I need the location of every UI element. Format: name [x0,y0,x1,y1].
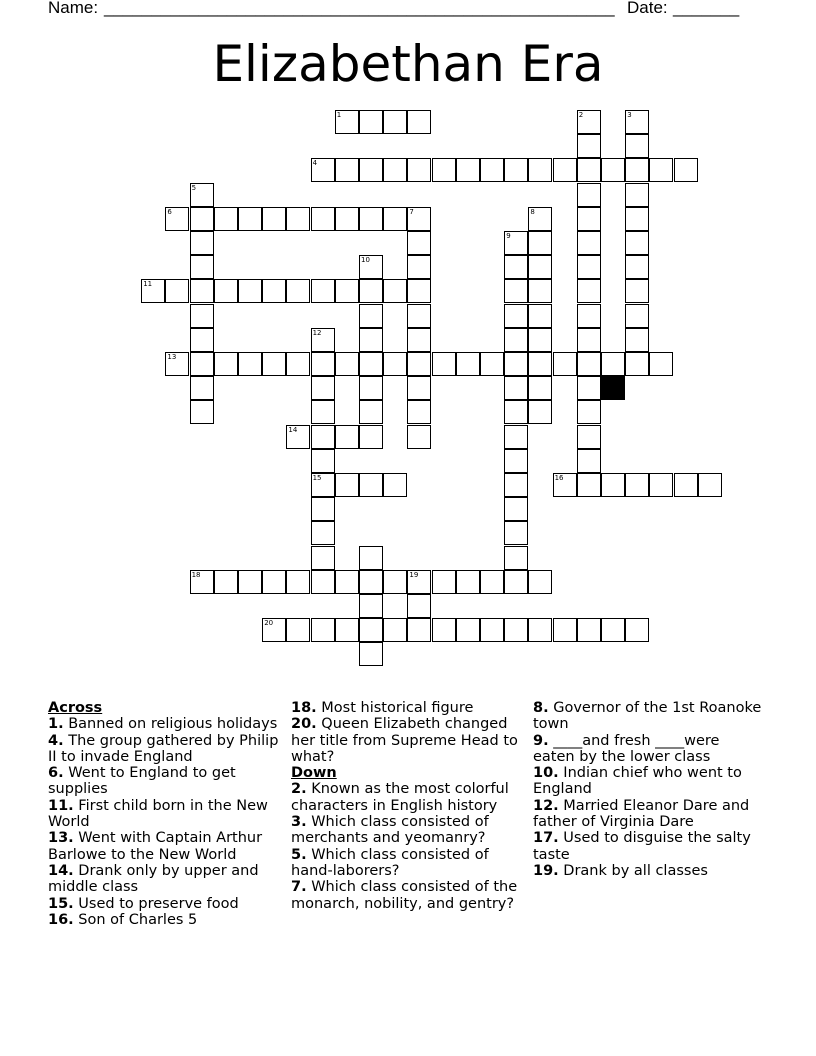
clue-number: 12 [312,328,322,337]
grid-cell[interactable] [407,255,431,279]
grid-cell[interactable] [359,255,383,279]
clue-item [533,700,765,733]
grid-cell[interactable] [359,158,383,182]
clue-item [533,733,765,766]
grid-cell[interactable] [456,570,480,594]
grid-cell[interactable] [504,376,528,400]
grid-cell[interactable] [359,207,383,231]
grid-cell[interactable] [335,279,359,303]
grid-cell[interactable] [649,352,673,376]
grid-cell[interactable] [190,231,214,255]
clue-item [533,863,765,879]
clue-number: 8 [530,207,535,216]
grid-cell[interactable] [504,521,528,545]
clue-item-text: Which class consisted of merchants and yeomanry? [291,814,489,847]
grid-cell[interactable] [238,207,262,231]
grid-cell[interactable] [625,352,649,376]
clue-number: 9 [506,232,511,240]
grid-cell[interactable] [359,352,383,376]
clue-item [533,798,765,831]
clue-item-number: 17. [533,830,559,847]
clue-item [48,830,280,863]
grid-cell[interactable] [335,425,359,449]
grid-cell[interactable] [262,207,286,231]
grid-cell[interactable] [190,352,214,376]
grid-cell[interactable] [504,255,528,279]
clues-column-3 [533,700,765,879]
clues-column-1 [48,700,280,928]
clue-item [291,700,523,716]
clue-number: 15 [312,474,322,482]
clue-item [48,896,280,912]
grid-cell[interactable] [383,618,407,642]
grid-cell[interactable] [359,110,383,134]
grid-cell[interactable] [528,304,552,328]
grid-cell[interactable] [407,376,431,400]
grid-cell[interactable] [577,304,601,328]
grid-cell[interactable] [480,352,504,376]
grid-cell[interactable] [335,158,359,182]
clue-number: 14 [288,425,298,434]
grid-cell[interactable] [165,352,189,376]
grid-cell[interactable] [528,618,552,642]
grid-cell[interactable] [432,352,456,376]
grid-cell[interactable] [190,328,214,352]
grid-cell[interactable] [577,328,601,352]
grid-cell[interactable] [311,546,335,570]
grid-cell[interactable] [407,158,431,182]
grid-cell[interactable] [214,570,238,594]
grid-cell[interactable] [141,279,165,303]
grid-cell[interactable] [262,352,286,376]
grid-cell[interactable] [190,279,214,303]
grid-cell[interactable] [407,400,431,424]
grid-cell[interactable] [190,304,214,328]
grid-cell[interactable] [165,207,189,231]
grid-cell[interactable] [504,449,528,473]
clue-number: 10 [361,256,370,265]
clue-item-text: Which class consisted of the monarch, nobility, and gentry? [291,879,518,912]
clue-number: 1 [336,111,342,119]
clue-item-number: 10. [533,765,559,782]
grid-cell[interactable] [649,473,673,497]
clue-number: 4 [312,159,318,168]
clue-item [48,863,280,896]
grid-cell[interactable] [528,231,552,255]
grid-cell[interactable] [407,207,431,231]
grid-cell[interactable] [674,158,698,182]
clue-item-number: 18. [291,700,317,716]
grid-cell[interactable] [407,304,431,328]
grid-cell[interactable] [407,570,431,594]
grid-cell[interactable] [432,570,456,594]
clue-item-text: Married Eleanor Dare and father of Virginia Dare [533,797,750,831]
clue-item-number: 13. [48,830,74,847]
grid-cell[interactable] [504,546,528,570]
grid-cell[interactable] [383,110,407,134]
clue-item [533,830,765,863]
grid-cell[interactable] [528,279,552,303]
grid-cell[interactable] [504,328,528,352]
grid-cell[interactable] [311,570,335,594]
grid-cell[interactable] [625,618,649,642]
clue-item-text: Drank only by upper and middle class [48,862,259,896]
grid-cell[interactable] [649,158,673,182]
grid-cell[interactable] [504,352,528,376]
clue-number: 6 [167,207,172,216]
clue-number: 2 [578,111,584,119]
grid-cell[interactable] [528,376,552,400]
grid-cell[interactable] [528,570,552,594]
grid-cell[interactable] [190,400,214,424]
grid-cell[interactable] [553,618,577,642]
grid-cell[interactable] [577,134,601,158]
clue-item-text: The group gathered by Philip II to invade England [48,732,279,765]
grid-cell[interactable] [286,207,310,231]
grid-cell[interactable] [577,425,601,449]
grid-cell[interactable] [553,158,577,182]
grid-cell[interactable] [407,328,431,352]
grid-cell[interactable] [577,376,601,400]
grid-cell[interactable] [432,158,456,182]
grid-cell[interactable] [286,618,310,642]
date-field[interactable]: _______ [673,0,740,17]
grid-cell[interactable] [359,425,383,449]
clue-item-number: 19. [533,862,559,879]
section-heading: Across [48,700,103,716]
clue-item-number: 15. [48,895,74,912]
grid-cell[interactable] [601,473,625,497]
clue-item [291,879,523,912]
grid-cell[interactable] [311,497,335,521]
grid-cell[interactable] [359,304,383,328]
grid-cell[interactable] [190,255,214,279]
clue-item [291,781,523,814]
clue-item-number: 9. [533,732,549,749]
grid-cell[interactable] [359,473,383,497]
grid-cell[interactable] [601,352,625,376]
grid-cell[interactable] [528,255,552,279]
grid-cell[interactable] [359,642,383,666]
grid-cell[interactable] [190,570,214,594]
grid-cell[interactable] [238,352,262,376]
grid-cell[interactable] [407,425,431,449]
grid-cell[interactable] [528,207,552,231]
clue-item [533,765,765,798]
grid-cell[interactable] [432,618,456,642]
grid-cell[interactable] [625,183,649,207]
grid-cell[interactable] [504,473,528,497]
grid-cell[interactable] [262,570,286,594]
grid-cell[interactable] [577,400,601,424]
grid-cell[interactable] [407,352,431,376]
grid-cell[interactable] [214,279,238,303]
grid-cell[interactable] [383,207,407,231]
grid-cell[interactable] [383,158,407,182]
clue-item-number: 7. [291,879,307,896]
clue-item-text: Which class consisted of hand-laborers? [291,846,489,879]
name-field[interactable]: ______________________________________________________ [104,0,615,17]
grid-cell[interactable] [286,279,310,303]
grid-cell[interactable] [311,376,335,400]
clue-item-number: 11. [48,797,74,814]
clue-number: 20 [264,619,274,628]
clue-item-number: 8. [533,700,549,716]
grid-cell[interactable] [190,376,214,400]
grid-cell[interactable] [625,255,649,279]
grid-cell[interactable] [359,400,383,424]
clue-item-number: 20. [291,716,317,733]
clue-item-number: 16. [48,911,74,928]
grid-cell[interactable] [311,521,335,545]
grid-cell[interactable] [625,134,649,158]
clue-item [48,733,280,766]
clue-item-text: Most historical figure [316,700,474,716]
grid-cell[interactable] [625,304,649,328]
grid-cell[interactable] [311,449,335,473]
grid-cell[interactable] [577,255,601,279]
grid-cell[interactable] [407,594,431,618]
black-square [601,376,625,400]
grid-cell[interactable] [335,473,359,497]
grid-cell[interactable] [625,473,649,497]
grid-cell[interactable] [311,352,335,376]
grid-cell[interactable] [577,158,601,182]
clue-item [48,798,280,831]
grid-cell[interactable] [311,400,335,424]
clue-item-text: Used to preserve food [73,895,239,912]
grid-cell[interactable] [504,425,528,449]
grid-cell[interactable] [359,279,383,303]
grid-cell[interactable] [335,352,359,376]
clue-number: 5 [191,183,197,192]
grid-cell[interactable] [528,328,552,352]
grid-cell[interactable] [359,376,383,400]
grid-cell[interactable] [528,158,552,182]
grid-cell[interactable] [190,207,214,231]
grid-cell[interactable] [456,158,480,182]
clue-item-text: Went with Captain Arthur Barlowe to the New World [48,830,263,863]
grid-cell[interactable] [407,618,431,642]
grid-cell[interactable] [286,352,310,376]
page-title: Elizabethan Era [212,35,604,93]
clue-item-number: 14. [48,862,74,879]
grid-cell[interactable] [456,618,480,642]
clue-item-text: Drank by all classes [558,862,708,879]
grid-cell[interactable] [311,618,335,642]
grid-cell[interactable] [504,618,528,642]
name-label: Name: [48,0,99,17]
grid-cell[interactable] [311,473,335,497]
grid-cell[interactable] [335,618,359,642]
clue-item-text: Queen Elizabeth changed her title from Supreme Head to what? [291,716,518,765]
clue-item-text: Indian chief who went to England [533,765,742,798]
clue-item [291,716,523,765]
grid-cell[interactable] [262,279,286,303]
clue-number: 3 [627,111,632,119]
grid-cell[interactable] [311,328,335,352]
grid-cell[interactable] [504,304,528,328]
grid-cell[interactable] [504,497,528,521]
grid-cell[interactable] [577,449,601,473]
grid-cell[interactable] [311,425,335,449]
grid-cell[interactable] [359,328,383,352]
grid-cell[interactable] [625,279,649,303]
grid-cell[interactable] [528,400,552,424]
grid-cell[interactable] [359,570,383,594]
grid-cell[interactable] [383,570,407,594]
grid-cell[interactable] [577,110,601,134]
grid-cell[interactable] [577,473,601,497]
grid-cell[interactable] [577,207,601,231]
grid-cell[interactable] [504,279,528,303]
clue-number: 16 [554,474,564,482]
grid-cell[interactable] [335,110,359,134]
grid-cell[interactable] [286,425,310,449]
grid-cell[interactable] [674,473,698,497]
clue-item-text: Son of Charles 5 [73,911,198,928]
grid-cell[interactable] [625,328,649,352]
grid-cell[interactable] [577,231,601,255]
grid-cell[interactable] [577,279,601,303]
grid-cell[interactable] [311,158,335,182]
clue-item-text: Used to disguise the salty taste [533,830,751,863]
clue-item-text: Governor of the 1st Roanoke town [533,700,762,733]
clue-item-text: Went to England to get supplies [48,765,236,798]
grid-cell[interactable] [504,570,528,594]
grid-cell[interactable] [625,231,649,255]
clue-number: 13 [167,353,177,361]
grid-cell[interactable] [359,618,383,642]
clue-item [48,716,280,732]
grid-cell[interactable] [238,570,262,594]
grid-cell[interactable] [504,400,528,424]
grid-cell[interactable] [311,279,335,303]
grid-cell[interactable] [383,352,407,376]
clue-item-text: First child born in the New World [48,797,268,831]
clue-item-text: ____and fresh ____were eaten by the lower class [533,732,720,765]
grid-cell[interactable] [335,570,359,594]
grid-cell[interactable] [407,110,431,134]
clue-item [48,912,280,928]
grid-cell[interactable] [190,183,214,207]
clue-item-number: 6. [48,765,64,782]
clue-number: 18 [191,570,201,579]
grid-cell[interactable] [480,158,504,182]
grid-cell[interactable] [577,352,601,376]
date-label: Date: [627,0,668,17]
grid-cell[interactable] [480,570,504,594]
grid-cell[interactable] [456,352,480,376]
grid-cell[interactable] [480,618,504,642]
grid-cell[interactable] [577,183,601,207]
grid-cell[interactable] [625,158,649,182]
clues-column-2 [291,700,523,912]
grid-cell[interactable] [504,231,528,255]
grid-cell[interactable] [698,473,722,497]
grid-cell[interactable] [383,279,407,303]
clue-item-number: 2. [291,781,307,798]
clue-item-number: 1. [48,716,64,733]
clue-item [48,765,280,798]
clue-number: 7 [409,207,414,216]
grid-cell[interactable] [577,618,601,642]
grid-cell[interactable] [286,570,310,594]
clue-item-text: Banned on religious holidays [63,716,278,733]
grid-cell[interactable] [625,110,649,134]
grid-cell[interactable] [238,279,262,303]
clue-item [291,847,523,880]
grid-cell[interactable] [262,618,286,642]
clue-item-number: 3. [291,814,307,831]
grid-cell[interactable] [553,352,577,376]
clue-item [291,814,523,847]
grid-cell[interactable] [359,546,383,570]
grid-cell[interactable] [528,352,552,376]
grid-cell[interactable] [407,231,431,255]
grid-cell[interactable] [311,207,335,231]
grid-cell[interactable] [625,207,649,231]
grid-cell[interactable] [165,279,189,303]
clue-item-number: 4. [48,732,64,749]
grid-cell[interactable] [407,279,431,303]
grid-cell[interactable] [383,473,407,497]
grid-cell[interactable] [359,594,383,618]
clue-number: 11 [143,280,153,289]
clue-item-number: 12. [533,797,559,814]
grid-cell[interactable] [504,158,528,182]
section-heading: Down [291,765,337,782]
clue-number: 19 [409,570,419,579]
grid-cell[interactable] [214,207,238,231]
grid-cell[interactable] [214,352,238,376]
grid-cell[interactable] [601,158,625,182]
grid-cell[interactable] [553,473,577,497]
clue-item-text: Known as the most colorful characters in English history [291,781,509,814]
clue-item-number: 5. [291,846,307,863]
grid-cell[interactable] [335,207,359,231]
grid-cell[interactable] [601,618,625,642]
